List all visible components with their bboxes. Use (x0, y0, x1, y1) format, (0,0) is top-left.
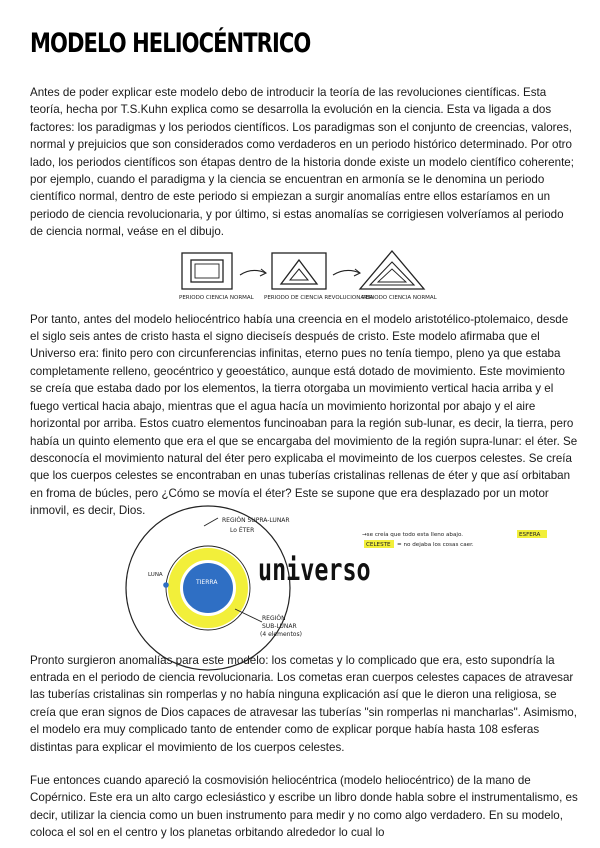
side-note-line-1: →se creía que todo esta lleno abajo. (362, 531, 464, 538)
sub-lunar-label-2: SUB-LUNAR (262, 622, 297, 630)
arrow-right-icon (240, 269, 266, 276)
moon-label: LUNA (148, 571, 163, 578)
paragraph-anomalies: Pronto surgieron anomalías para este modelo: los cometas y lo complicado que era, esto supondría la entrada en el periodo de ciencia revolucionaria. Los cometas eran cuerpos celestes capaces de atravesar las tuberías cristalinas sin romperlas y no había ninguna explicación así que le dieron una religiosa, se creía que eran signos de Dios capaces de atravesar las tuberías "sin romperlas ni mancharlas". Asimismo, el modelo era muy complicado tanto de entender como de explicar porque había hasta 108 esferas distintas para explicar el movimiento de los cuerpos celestes. (30, 653, 577, 754)
geocentric-universe-diagram (30, 516, 578, 644)
earth-icon (183, 563, 233, 613)
revolutionary-period-triangle-icon (272, 253, 326, 289)
paragraph-copernicus: Fue entonces cuando apareció la cosmovisión heliocéntrica (modelo heliocéntrico) de la mano de Copérnico. Este era un alto cargo eclesiástico y escribe un libro donde habla sobre el instrumentalismo, es decir, utilizar la ciencia como un buen instrumento para medir y no como algo verdadero. En su modelo, coloca el sol en el centro y los planetas orbitando alrededor lo cual lo (30, 773, 578, 840)
arrow-right-icon (333, 269, 360, 276)
ether-label: Lo ÉTER (230, 526, 255, 534)
paragraph-aristotelian-model: Por tanto, antes del modelo heliocéntrico había una creencia en el modelo aristotélico-ptolemaico, desde el siglo seis antes de cristo hasta el signo dieciseís después de cristo. Este modelo afirmaba que el Universo era: finito pero con circunferencias infinitas, eterno pues no tenía tiempo, pleno ya que estaba completamente relleno, geocéntrico y geoestático, aunque está dotado de movimiento. Este movimiento se creía que estaba dado por los elementos, la tierra otorgaba un movimiento vertical hacia arriba y el fuego vertical hacia abajo, mientras que el agua hacía un movimiento horizontal por abajo y el aire horizontal por arriba. Estos cuatro elementos funcinoaban para la región sub-lunar, es decir, la tierra, pero había un quinto elemento que era el que se encargaba del movimiento de la región supra-lunar: el éter. Se desconocía el movimiento natural del éter pero explicaba el movimeinto de los cuerpos celestes. Se creía que los cuerpos celestes se encontraban en unas tuberías cristalinas rellenas de éter y que así orbitaban en froma de búcles, pero ¿Cómo se movía el éter? Este se supone que era desplazado por un motor inmovil, es decir, Dios. (30, 312, 578, 518)
earth-label: TIERRA (196, 578, 218, 586)
paragraph-kuhn: Antes de poder explicar este modelo debo de introducir la teoría de las revoluciones científicas. Esta teoría, hecha por T.S.Kuhn explica como se desarrolla la evolución en la ciencia. Esta va ligada a dos factores: los paradigmas y los periodos científicos. Los paradigmas son el conjunto de creencias, valores, normal y prejuicios que son considerados como verdaderos en un periodo histórico determinado. Por otro lado, los periodos científicos son étapas dentro de la historia donde existe un modelo científico coherente; por ejemplo, cuando el paradigma y la ciencia se encuentran en armonía se le denomina un periodo científico normal, dentro de este periodo si empiezan a surgir anomalías entre ellos estaríamos en un periodo de ciencia revolucionaria, y por último, si estas anomalías se corrigiesen volveríamos al periodo de ciencia normal, veáse en el dibujo. (30, 86, 574, 239)
period-label-normal-2: PERIODO CIENCIA NORMAL (362, 294, 437, 301)
supra-lunar-label: REGIÓN SUPRA-LUNAR (222, 516, 290, 524)
normal-period-square-icon (182, 253, 232, 289)
sub-lunar-label-1: REGIÓN (262, 614, 286, 622)
page-title: MODELO HELIOCÉNTRICO (30, 28, 311, 59)
normal-period-triangle-icon (360, 251, 424, 289)
side-note-highlight-2: CELESTE (366, 541, 391, 548)
period-label-revolutionary: PERIODO DE CIENCIA REVOLUCIONARIA (264, 294, 374, 301)
side-note-highlight-1: ESFERA (519, 531, 541, 538)
sub-lunar-label-3: (4 elementos) (260, 630, 302, 638)
moon-icon (163, 582, 169, 588)
universe-word: universo (258, 552, 371, 588)
science-periods-diagram (30, 247, 578, 311)
side-note-line-2: = no dejaba los cosas caer. (397, 541, 474, 548)
document-page (30, 28, 578, 842)
period-label-normal-1: PERIODO CIENCIA NORMAL (179, 294, 254, 301)
